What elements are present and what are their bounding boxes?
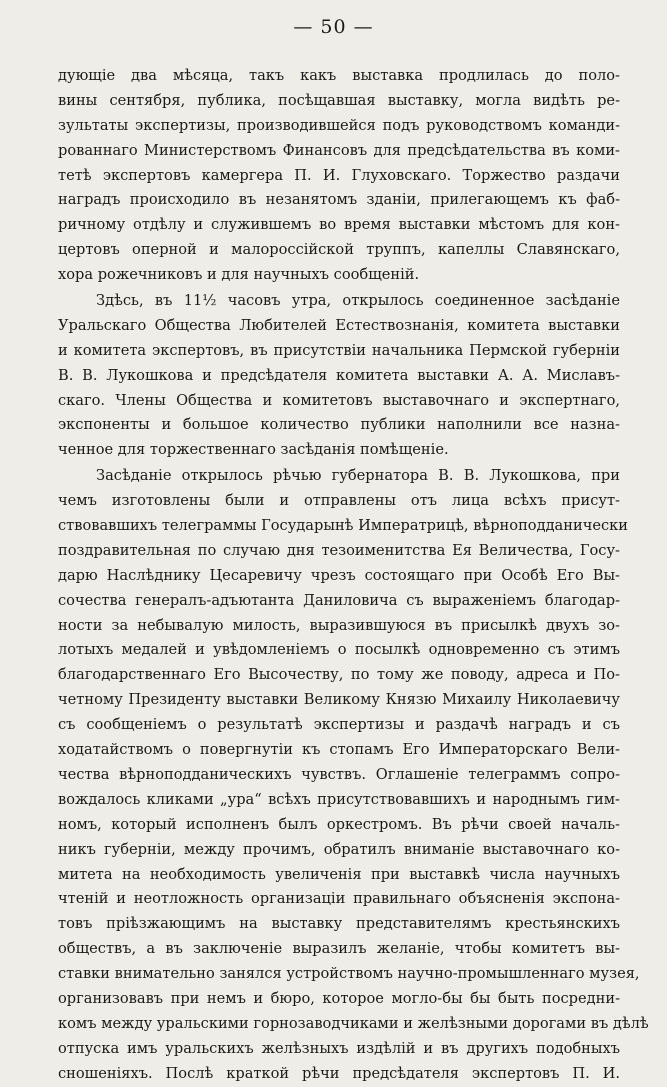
text-line: никъ губерніи, между прочимъ, обратилъ вниманіе выставочнаго ко-: [58, 840, 620, 858]
paragraph: [58, 64, 620, 288]
text-line: тетѣ экспертовъ камергера П. И. Глуховскаго. Торжество раздачи: [58, 166, 620, 184]
text-line: ствовавшихъ телеграммы Государынѣ Императрицѣ, вѣрноподданически: [58, 517, 629, 535]
text-line: отпуска имъ уральскихъ желѣзныхъ издѣлій и въ другихъ подобныхъ: [58, 1039, 620, 1057]
text-line: скаго. Члены Общества и комитетовъ выставочнаго и экспертнаго,: [58, 391, 620, 409]
text-line: митета на необходимость увеличенія при выставкѣ числа научныхъ: [58, 865, 620, 883]
text-line: Здѣсь, въ 11½ часовъ утра, открылось соединенное засѣданіе: [96, 292, 620, 310]
text-line: поздравительная по случаю дня тезоименитства Ея Величества, Госу-: [58, 541, 620, 559]
text-line: Уральскаго Общества Любителей Естествознанія, комитета выставки: [58, 316, 620, 334]
text-line: вины сентября, публика, посѣщавшая выставку, могла видѣть ре-: [58, 91, 620, 109]
text-line: обществъ, а въ заключеніе выразилъ желаніе, чтобы комитетъ вы-: [58, 940, 620, 958]
text-line: ставки внимательно занялся устройствомъ научно-промышленнаго музея,: [58, 965, 640, 983]
text-line: дующіе два мѣсяца, такъ какъ выставка продлилась до поло-: [58, 67, 620, 84]
text-line: организовавъ при немъ и бюро, которое могло-бы бы быть посредни-: [58, 989, 620, 1007]
text-line: хора рожечниковъ и для научныхъ сообщеній.: [58, 266, 420, 284]
text-line: четному Президенту выставки Великому Князю Михаилу Николаевичу: [58, 691, 620, 709]
text-line: номъ, который исполненъ былъ оркестромъ. Въ рѣчи своей началь-: [58, 815, 620, 833]
text-line: комъ между уральскими горнозаводчиками и желѣзными дорогами въ дѣлѣ: [58, 1014, 649, 1032]
text-line: товъ пріѣзжающимъ на выставку представителямъ крестьянскихъ: [58, 915, 620, 933]
text-line: съ сообщеніемъ о результатѣ экспертизы и раздачѣ наградъ и съ: [58, 716, 620, 734]
paragraph: [58, 289, 620, 463]
text-line: цертовъ оперной и малороссійской труппъ, капеллы Славянскаго,: [58, 241, 620, 259]
text-line: и комитета экспертовъ, въ присутствіи начальника Пермской губерніи: [58, 341, 620, 359]
text-line: экспоненты и большое количество публики наполнили все назна-: [58, 416, 620, 434]
page-number: — 50 —: [293, 16, 374, 38]
text-line: ности за небывалую милость, выразившуюся въ присылкѣ двухъ зо-: [58, 616, 620, 634]
text-line: рованнаго Министерствомъ Финансовъ для предсѣдательства въ коми-: [58, 141, 620, 159]
text-line: В. В. Лукошкова и предсѣдателя комитета выставки А. А. Миславъ-: [58, 366, 620, 384]
text-line: чтеній и неотложность организаціи правильнаго объясненія экспона-: [58, 890, 620, 908]
text-line: дарю Наслѣднику Цесаревичу чрезъ состоящаго при Особѣ Его Вы-: [58, 566, 620, 584]
text-line: ченное для торжественнаго засѣданія помѣщеніе.: [58, 441, 449, 459]
text-line: сношеніяхъ. Послѣ краткой рѣчи предсѣдателя экспертовъ П. И.: [58, 1064, 620, 1082]
text-line: вождалось кликами „ура“ всѣхъ присутствовавшихъ и народнымъ гим-: [58, 790, 620, 808]
text-line: наградъ происходило въ незанятомъ зданіи, прилегающемъ къ фаб-: [58, 191, 620, 209]
paragraph: [58, 464, 649, 1086]
text-line: Засѣданіе открылось рѣчью губернатора В. В. Лукошкова, при: [96, 467, 620, 485]
body-text: [58, 64, 649, 1087]
text-line: сочества генералъ-адъютанта Даниловича съ выраженіемъ благодар-: [58, 591, 620, 609]
text-line: чества вѣрноподданическихъ чувствъ. Оглашеніе телеграммъ сопро-: [58, 765, 620, 783]
text-line: зультаты экспертизы, производившейся подъ руководствомъ команди-: [58, 116, 620, 134]
text-line: лотыхъ медалей и увѣдомленіемъ о посылкѣ одновременно съ этимъ: [58, 641, 620, 659]
text-line: ричному отдѣлу и служившемъ во время выставки мѣстомъ для кон-: [58, 216, 620, 234]
text-line: ходатайствомъ о повергнутіи къ стопамъ Его Императорскаго Вели-: [58, 741, 620, 759]
text-line: благодарственнаго Его Высочеству, по тому же поводу, адреса и По-: [58, 666, 620, 684]
text-line: чемъ изготовлены были и отправлены отъ лица всѣхъ присут-: [58, 492, 620, 510]
